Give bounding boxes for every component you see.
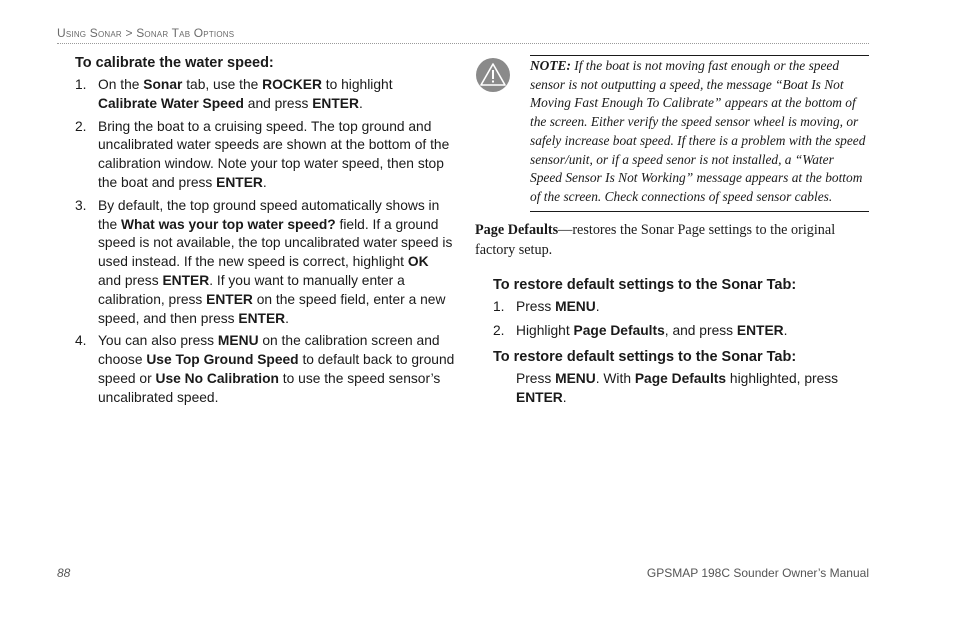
restore-title-2: To restore default settings to the Sonar Tab: (493, 349, 797, 365)
bold-term: ROCKER (262, 77, 322, 92)
page-defaults-term: Page Defaults (475, 222, 559, 238)
bold-term: ENTER (162, 272, 210, 288)
bold-term: MENU (555, 371, 596, 386)
bold-term: Sonar (143, 77, 183, 92)
text-run: highlighted, press (726, 371, 839, 386)
step-item (493, 298, 873, 317)
header-section: Using Sonar (57, 26, 122, 40)
bold-term: ENTER (216, 174, 263, 190)
page-number: 88 (57, 566, 71, 580)
bold-term: Calibrate Water Speed (98, 95, 244, 111)
text-run: on the speed field, enter a new speed, and then press (98, 291, 446, 326)
step-text (98, 77, 393, 111)
note-box (530, 55, 869, 212)
step-number: 1. (75, 77, 87, 92)
step-item (75, 197, 455, 329)
text-run: Highlight (516, 322, 574, 338)
text-run: to use the speed sensor’s uncalibrated speed. (98, 370, 441, 405)
page-defaults-paragraph (475, 221, 870, 260)
calibrate-title: To calibrate the water speed: (75, 55, 274, 71)
text-run: . (285, 310, 289, 326)
text-run: Bring the boat to a cruising speed. The top ground and uncalibrated water speeds are shown at the bottom of the calibration window. Note your top water speed, then stop the boat and press (98, 118, 450, 190)
header-subsection: Sonar Tab Options (136, 26, 235, 40)
step-item (75, 76, 455, 114)
page-defaults-text: —restores the Sonar Page settings to the original factory setup. (475, 222, 836, 258)
restore-steps-1 (493, 298, 873, 341)
calibrate-steps (75, 76, 455, 408)
step-number: 4. (75, 333, 87, 349)
restore-procedure-2 (493, 348, 873, 408)
bold-term: Page Defaults (634, 371, 727, 386)
text-run: , and press (664, 322, 737, 338)
text-run: and press (243, 95, 313, 111)
text-run: . (595, 299, 600, 314)
bold-term: What was your top water speed? (121, 216, 336, 232)
text-run: . (358, 95, 363, 111)
bold-term: OK (407, 254, 429, 270)
restore-instruction-2 (493, 370, 873, 408)
step-item (493, 322, 873, 341)
text-run: on the calibration screen and choose (98, 333, 440, 368)
step-text (516, 299, 600, 314)
bold-term: Use Top Ground Speed (146, 352, 299, 368)
bold-term: MENU (217, 333, 259, 349)
text-run: You can also press (98, 333, 218, 349)
note-label: NOTE: (530, 58, 571, 73)
text-run: Press (516, 299, 556, 314)
bold-term: Use No Calibration (155, 370, 279, 386)
text-run: . (562, 389, 567, 405)
text-run: . If you want to manually enter a calibration, press (98, 272, 405, 307)
step-number: 3. (75, 197, 87, 213)
text-run: and press (98, 272, 163, 288)
bold-term: ENTER (238, 310, 286, 326)
step-text (98, 198, 452, 326)
text-run: . (262, 174, 267, 190)
step-number: 1. (493, 299, 505, 314)
step-text (98, 119, 449, 190)
text-run: By default, the top ground speed automatically shows in the (98, 197, 440, 232)
warning-triangle-icon (476, 58, 510, 92)
restore-procedure-1 (493, 276, 873, 346)
step-number: 2. (493, 322, 505, 338)
text-run: to default back to ground speed or (98, 352, 455, 386)
text-run: tab, use the (182, 77, 263, 92)
text-run: Press (516, 371, 556, 386)
running-header (57, 26, 234, 40)
text-run: field. If a ground speed is not available, the top uncalibrated water speed is used instead. If the new speed is correct, highlight (98, 216, 453, 270)
calibrate-procedure (75, 54, 455, 412)
restore-title-1: To restore default settings to the Sonar Tab: (493, 277, 797, 293)
bold-term: ENTER (206, 291, 253, 307)
bold-term: MENU (555, 299, 596, 314)
text-run: to highlight (321, 77, 393, 92)
step-number: 2. (75, 118, 87, 134)
step-text (98, 333, 454, 404)
bold-term: ENTER (516, 389, 563, 405)
bold-term: ENTER (312, 95, 359, 111)
bold-term: Page Defaults (573, 322, 665, 338)
header-rule (57, 43, 869, 44)
step-item (75, 332, 455, 407)
header-separator: > (125, 26, 133, 40)
text-run: . With (595, 371, 635, 386)
manual-title: GPSMAP 198C Sounder Owner’s Manual (646, 566, 869, 580)
text-run: . (783, 322, 788, 338)
step-item (75, 118, 455, 193)
bold-term: ENTER (736, 322, 784, 338)
step-text (516, 323, 787, 338)
note-text: If the boat is not moving fast enough or the speed sensor is not outputting a speed, the message “Boat Is Not Moving Fast Enough To Calibrate” appears at the bottom of the screen. Either verify the speed sensor wheel is moving, or safely increase boat speed. If there is a problem with the speed sensor/unit, or if a speed senor is not installed, a “Water Speed Sensor Is Not Working” message appears at the bottom of the screen. Check connections of speed sensor cables. (530, 58, 866, 204)
text-run: On the (98, 77, 144, 92)
